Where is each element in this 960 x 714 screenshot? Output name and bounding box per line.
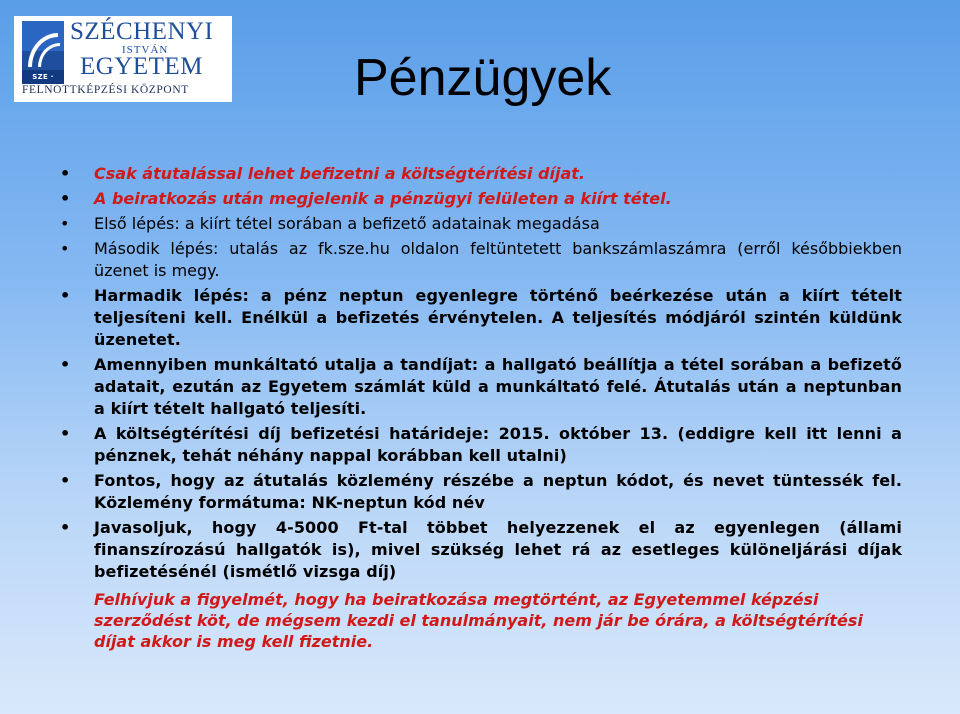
logo-emblem-text: SZE · [22,70,64,84]
logo-emblem-icon [22,21,64,84]
logo-subtitle: FELNŐTTKÉPZÉSI KÖZPONT [22,84,189,96]
logo-name-line-2: ISTVÁN [122,44,169,56]
bullet-list [60,163,902,583]
bullet-item: • Csak átutalással lehet befizetni a költségtérítési díjat. [60,163,902,185]
bullet-item: • Amennyiben munkáltató utalja a tandíjat: a hallgató beállítja a tétel sorában a befizető adatait, ezután az Egyetem számlát küld a munkáltató felé. Átutalás után a neptunban a kiírt tételt hallgató teljesíti. [60,354,902,420]
bullet-item: • A költségtérítési díj befizetési határideje: 2015. október 13. (eddigre kell itt lenni a pénznek, tehát néhány nappal korábban kell utalni) [60,423,902,467]
bullet-item: • Második lépés: utalás az fk.sze.hu oldalon feltüntetett bankszámlaszámra (erről későbbiekben üzenet is megy. [60,238,902,282]
university-logo [14,16,232,102]
bullet-item: • Fontos, hogy az átutalás közlemény részébe a neptun kódot, és nevet tüntessék fel. Közlemény formátuma: NK-neptun kód név [60,470,902,514]
bullet-item: • A beiratkozás után megjelenik a pénzügyi felületen a kiírt tétel. [60,188,902,210]
bullet-item: • Javasoljuk, hogy 4-5000 Ft-tal többet helyezzenek el az egyenlegen (állami finanszírozású hallgatók is), mivel szükség lehet rá az esetleges különeljárási díjak befizetésénél (ismétlő vizsga díj) [60,517,902,583]
bullet-item: • Első lépés: a kiírt tétel sorában a befizető adatainak megadása [60,213,902,235]
logo-name-line-1: SZÉCHENYI [70,18,214,45]
slide-body [60,163,902,586]
logo-name-line-3: EGYETEM [80,53,203,80]
bullet-item: • Harmadik lépés: a pénz neptun egyenlegre történő beérkezése után a kiírt tételt teljesíteni kell. Enélkül a befizetés érvénytelen. A teljesítés módjáról szintén küldünk üzenetet. [60,285,902,351]
slide-title: Pénzügyek [354,49,612,107]
warning-note: Felhívjuk a figyelmét, hogy ha beiratkozása megtörtént, az Egyetemmel képzési szerződést köt, de mégsem kezdi el tanulmányait, nem jár be órára, a költségtérítési díjat akkor is meg kell fizetnie. [94,590,863,651]
